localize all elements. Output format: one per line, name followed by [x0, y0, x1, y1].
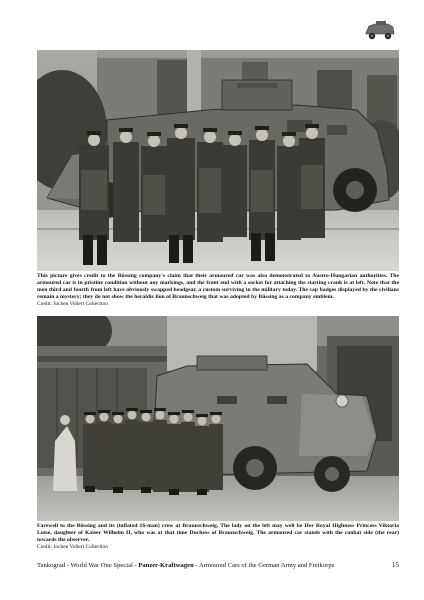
corner-vehicle-thumbnail	[363, 18, 397, 42]
page-footer	[37, 561, 399, 570]
photo-armoured-car-with-officers	[37, 50, 399, 271]
photo-2-caption-text: Farewell to the Büssing and its (inflated 16-man) crew at Braunschweig. The lady on the left may well be Her Royal Highness Princess Viktoria Luise, daughter of Kaiser Wilhelm II, who was at that time Duchess of Braunschweig. The armoured car stands with the conbat side (the rear) towards the observer.	[37, 523, 399, 544]
photo-2-caption	[37, 523, 399, 551]
photo-1-credit: Credit: Jochen Vollert Collection	[37, 301, 108, 308]
photo-2-credit: Credit: Jochen Vollert Collection	[37, 544, 108, 551]
photo-1-caption	[37, 273, 399, 308]
photo-1-caption-text: This picture gives credit to the Büssing company's claim that their armoured car was also demonstrated to Austro-Hungarian authorities. The armoured car is in pristine condition without any markings, and the front end with a socket for attaching the starting crank is at left. Note that the men third and fourth from left have obviously swapped headgear, a custom surviving in the military today. The cap badges displayed by the civilians remain a mystery; they do not show the heraldic lion of Braunschweig that was adopted by Büssing as a company emblem.	[37, 273, 399, 301]
page-number: 15	[392, 561, 399, 569]
footer-title: Panzer-Kraftwagen	[138, 562, 194, 569]
footer-suffix: - Armoured Cars of the German Army and Freikorps	[193, 562, 335, 569]
photo-armoured-car-with-crew	[37, 316, 399, 521]
footer-prefix: Tankograd - World War One Special -	[37, 562, 139, 569]
